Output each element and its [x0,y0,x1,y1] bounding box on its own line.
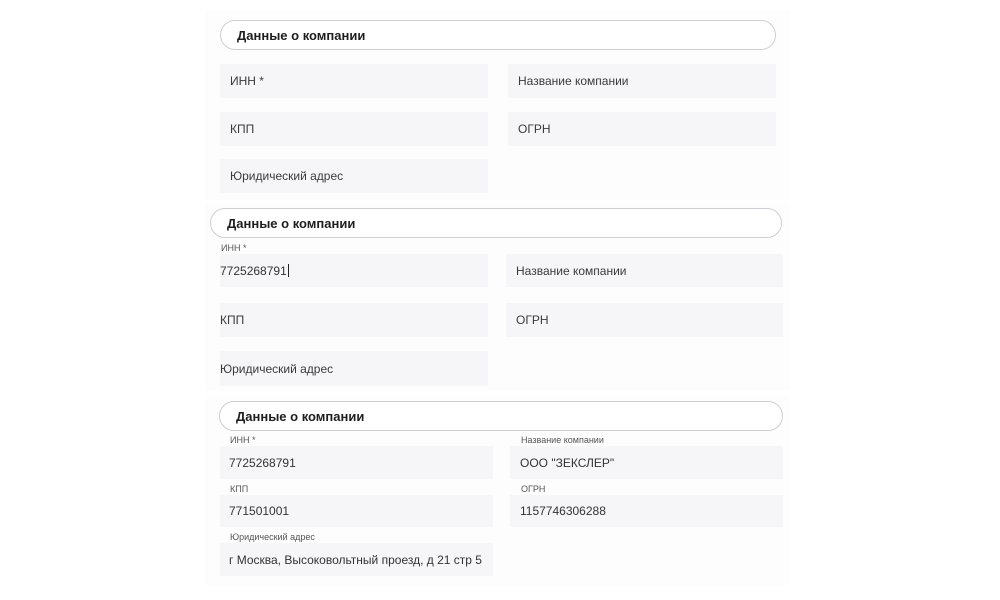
ogrn-placeholder: ОГРН [518,122,551,136]
section-title-text: Данные о компании [227,215,356,231]
kpp-placeholder: КПП [230,122,255,136]
company-name-placeholder: Название компании [518,74,629,88]
inn-field-3[interactable] [220,446,493,479]
ogrn-value: 1157746306288 [520,504,606,518]
legal-address-placeholder: Юридический адрес [230,169,344,183]
kpp-caption-3: КПП [230,484,249,494]
company-name-field-1[interactable] [508,64,776,98]
text-cursor [288,264,289,277]
kpp-field-1[interactable] [220,112,488,146]
company-name-caption-3: Название компании [521,435,604,445]
inn-caption-2: ИНН * [221,243,247,253]
inn-placeholder: ИНН * [230,74,264,88]
legal-address-field-3[interactable] [220,543,493,576]
inn-field-2[interactable] [220,254,488,287]
company-name-field-3[interactable] [510,446,783,479]
ogrn-field-2[interactable] [506,303,783,337]
ogrn-placeholder: ОГРН [516,313,549,327]
kpp-field-2[interactable] [220,303,488,337]
kpp-field-3[interactable] [220,495,493,527]
inn-caption-3: ИНН * [230,435,256,445]
legal-address-caption-3: Юридический адрес [230,532,315,542]
legal-address-placeholder: Юридический адрес [220,361,334,376]
ogrn-caption-3: ОГРН [521,484,546,494]
inn-field-1[interactable] [220,64,488,98]
legal-address-field-2[interactable] [220,351,488,386]
company-name-placeholder: Название компании [516,263,627,278]
legal-address-value: г Москва, Высоковольтный проезд, д 21 стр 5 [229,552,482,567]
ogrn-field-3[interactable] [510,495,783,527]
inn-value: 7725268791 [220,263,287,278]
section-title-text: Данные о компании [237,27,366,43]
section-title-1 [220,20,776,50]
ogrn-field-1[interactable] [508,112,776,146]
section-title-2 [210,208,782,238]
section-title-3 [219,401,783,431]
inn-value: 7725268791 [229,455,296,470]
kpp-value: 771501001 [229,504,290,518]
legal-address-field-1[interactable] [220,159,488,193]
company-name-value: ООО "ЗЕКСЛЕР" [520,455,615,470]
kpp-placeholder: КПП [220,313,245,327]
company-name-field-2[interactable] [506,254,783,287]
section-title-text: Данные о компании [236,408,365,424]
